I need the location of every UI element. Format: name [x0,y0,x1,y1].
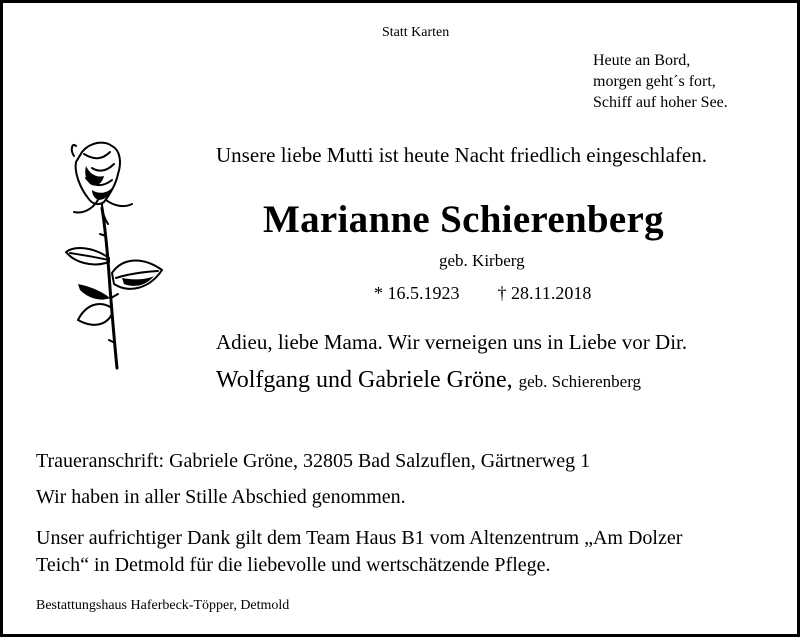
mourners-birth-name: geb. Schierenberg [518,372,642,391]
thanks-line: Teich“ in Detmold für die liebevolle und wertschätzende Pflege. [36,554,551,576]
farewell-line: Adieu, liebe Mama. Wir verneigen uns in Liebe vor Dir. [216,330,688,354]
birth-date: * 16.5.1923 [374,283,460,303]
mourning-address: Traueranschrift: Gabriele Gröne, 32805 Bad Salzuflen, Gärtnerweg 1 [36,450,591,472]
silence-note: Wir haben in aller Stille Abschied genommen. [36,486,406,508]
motto-verse [593,50,728,113]
intro-text: Statt Karten [382,25,450,40]
rose-icon [62,138,174,375]
birth-name: geb. Kirberg [439,251,525,270]
life-dates [374,283,591,304]
death-date: † 28.11.2018 [497,283,592,303]
deceased-name: Marianne Schierenberg [263,198,664,241]
thanks-paragraph [36,525,776,579]
mourners-line [216,367,641,394]
thanks-line: Unser aufrichtiger Dank gilt dem Team Haus B1 vom Altenzentrum „Am Dolzer [36,527,683,549]
funeral-home: Bestattungshaus Haferbeck-Töpper, Detmold [36,598,290,613]
motto-line: Heute an Bord, [593,52,691,69]
motto-line: morgen geht´s fort, [593,73,716,90]
lead-sentence: Unsere liebe Mutti ist heute Nacht friedlich eingeschlafen. [216,143,707,167]
mourners-names: Wolfgang und Gabriele Gröne, [216,367,513,393]
motto-line: Schiff auf hoher See. [593,94,728,111]
